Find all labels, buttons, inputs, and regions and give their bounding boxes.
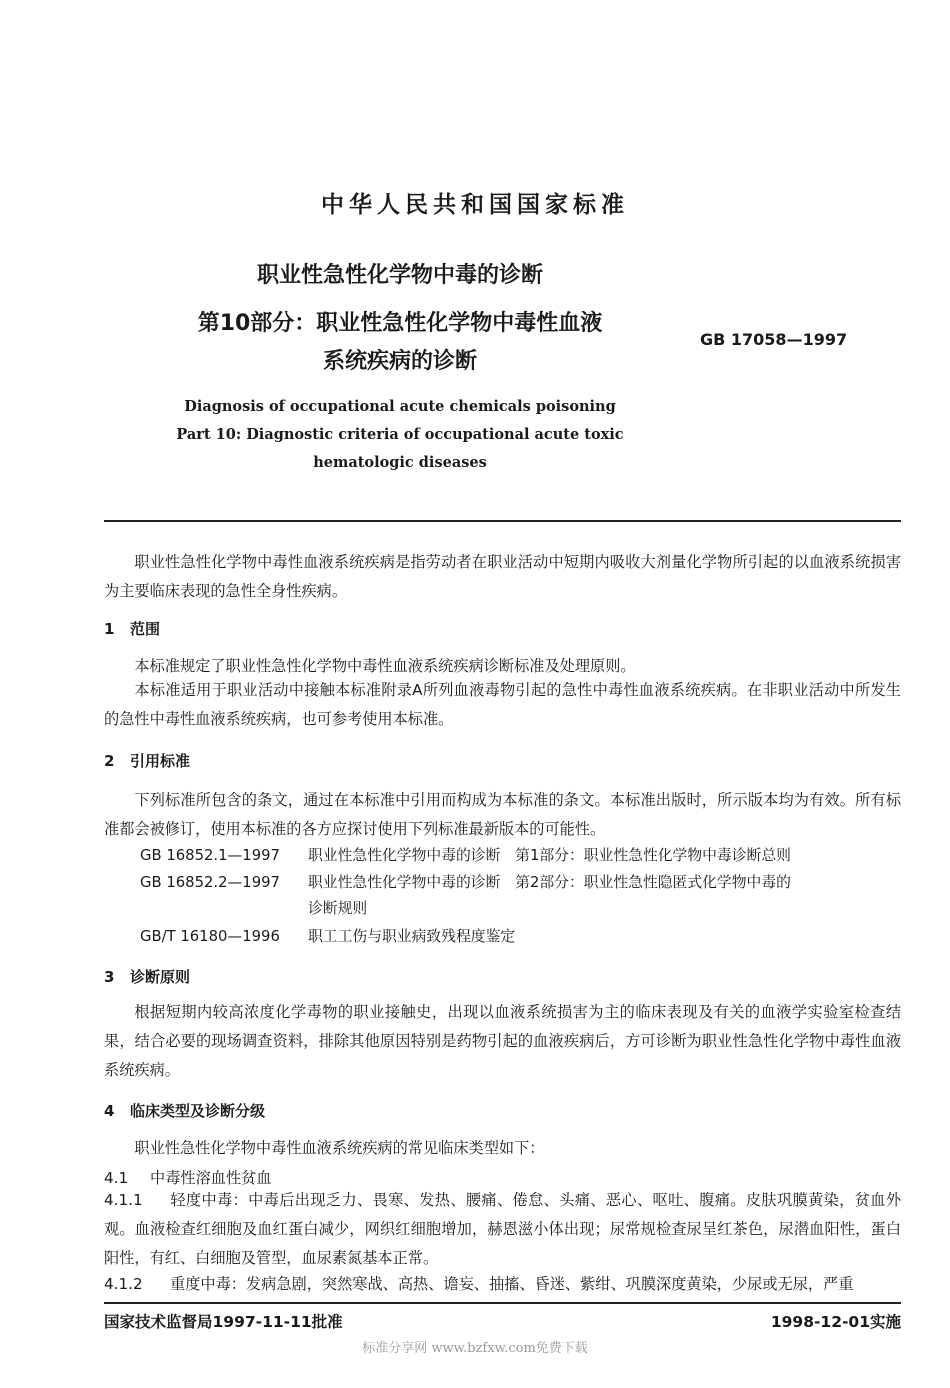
section-number: 3 bbox=[104, 968, 115, 986]
section-2-heading bbox=[104, 750, 190, 771]
clause-number: 4.1.2 bbox=[104, 1275, 143, 1293]
subsection-4-1-heading bbox=[104, 1167, 272, 1188]
clause-text: 轻度中毒：中毒后出现乏力、畏寒、发热、腰痛、倦怠、头痛、恶心、呕吐、腹痛。皮肤巩膜黄染，贫血外观。血液检查红细胞及血红蛋白减少，网织红细胞增加，赫恩滋小体出现；尿常规检查尿呈红茶色，尿潜血阳性，蛋白阳性，有红、白细胞及管型，血尿素氮基本正常。 bbox=[104, 1191, 901, 1267]
title-en-line-1: Diagnosis of occupational acute chemicals poisoning bbox=[184, 398, 616, 415]
section-1-paragraph-2: 本标准适用于职业活动中接触本标准附录A所列血液毒物引起的急性中毒性血液系统疾病。在非职业活动中所发生的急性中毒性血液系统疾病，也可参考使用本标准。 bbox=[104, 681, 901, 728]
clause-text: 重度中毒：发病急剧，突然寒战、高热、谵妄、抽搐、昏迷、紫绀、巩膜深度黄染，少尿或无尿，严重 bbox=[170, 1275, 854, 1293]
section-4-paragraph-1: 职业性急性化学物中毒性血液系统疾病的常见临床类型如下： bbox=[134, 1139, 545, 1157]
clause-4-1-1 bbox=[104, 1186, 901, 1273]
implementation-date: 1998-12-01实施 bbox=[770, 1313, 901, 1331]
clause-4-1-2 bbox=[104, 1270, 901, 1299]
reference-code: GB/T 16180—1996 bbox=[140, 928, 280, 945]
section-title: 诊断原则 bbox=[130, 968, 191, 986]
approval-date: 国家技术监督局1997-11-11批准 bbox=[104, 1313, 343, 1331]
intro-paragraph: 职业性急性化学物中毒性血液系统疾病是指劳动者在职业活动中短期内吸收大剂量化学物所引起的以血液系统损害为主要临床表现的急性全身性疾病。 bbox=[104, 553, 901, 600]
reference-code: GB 16852.1—1997 bbox=[140, 847, 280, 864]
reference-item bbox=[140, 871, 791, 892]
section-number: 2 bbox=[104, 752, 115, 770]
section-number: 4 bbox=[104, 1102, 115, 1120]
title-zh-line-3: 系统疾病的诊断 bbox=[322, 349, 477, 374]
section-title: 临床类型及诊断分级 bbox=[130, 1102, 266, 1120]
title-en-line-3: hematologic diseases bbox=[313, 454, 487, 471]
section-3-paragraph-1: 根据短期内较高浓度化学毒物的职业接触史，出现以血液系统损害为主的临床表现及有关的血液学实验室检查结果，结合必要的现场调查资料，排除其他原因特别是药物引起的血液疾病后，方可诊断为职业性急性化学物中毒性血液系统疾病。 bbox=[104, 1003, 901, 1079]
reference-item bbox=[140, 925, 515, 946]
subsection-title: 中毒性溶血性贫血 bbox=[150, 1169, 272, 1187]
reference-title: 职业性急性化学物中毒的诊断 第1部分：职业性急性化学物中毒诊断总则 bbox=[308, 847, 791, 864]
reference-title: 职工工伤与职业病致残程度鉴定 bbox=[308, 928, 516, 945]
section-title: 范围 bbox=[130, 620, 161, 638]
section-1-heading bbox=[104, 618, 160, 639]
reference-item bbox=[140, 844, 791, 865]
reference-title-continuation: 诊断规则 bbox=[308, 900, 368, 917]
subsection-number: 4.1 bbox=[104, 1169, 129, 1187]
watermark-text: 标准分享网 www.bzfxw.com免费下载 bbox=[362, 1341, 588, 1356]
reference-title: 职业性急性化学物中毒的诊断 第2部分：职业性急性隐匿式化学物中毒的 bbox=[308, 874, 791, 891]
title-zh-line-1: 职业性急性化学物中毒的诊断 bbox=[256, 263, 543, 288]
header-divider bbox=[104, 520, 901, 522]
title-zh-line-2: 第10部分：职业性急性化学物中毒性血液 bbox=[197, 311, 603, 336]
standard-number: GB 17058—1997 bbox=[700, 330, 848, 349]
footer-divider bbox=[104, 1302, 901, 1304]
section-title: 引用标准 bbox=[130, 752, 191, 770]
title-en-line-2: Part 10: Diagnostic criteria of occupational acute toxic bbox=[176, 426, 624, 443]
section-3-heading bbox=[104, 966, 190, 987]
reference-code: GB 16852.2—1997 bbox=[140, 874, 280, 891]
section-number: 1 bbox=[104, 620, 115, 638]
clause-number: 4.1.1 bbox=[104, 1191, 143, 1209]
section-1-paragraph-1: 本标准规定了职业性急性化学物中毒性血液系统疾病诊断标准及处理原则。 bbox=[134, 657, 636, 675]
national-standard-heading: 中华人民共和国国家标准 bbox=[321, 192, 629, 218]
section-2-paragraph-1: 下列标准所包含的条文，通过在本标准中引用而构成为本标准的条文。本标准出版时，所示版本均为有效。所有标准都会被修订，使用本标准的各方应探讨使用下列标准最新版本的可能性。 bbox=[104, 791, 901, 838]
section-4-heading bbox=[104, 1100, 265, 1121]
